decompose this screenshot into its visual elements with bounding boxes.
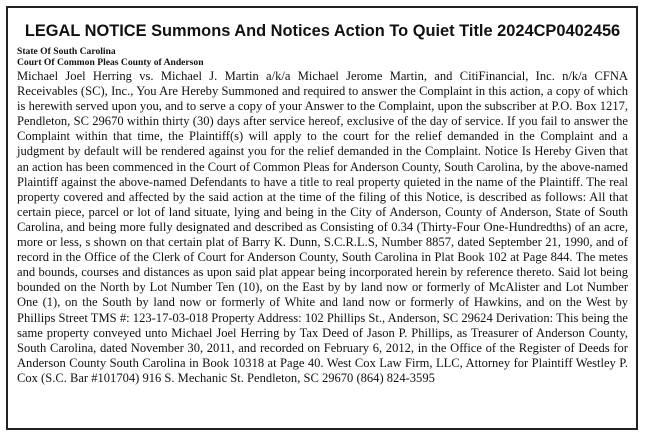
- legal-notice: [6, 6, 638, 430]
- notice-court: Court Of Common Pleas County of Anderson: [17, 57, 204, 68]
- notice-state: State Of South Carolina: [17, 46, 116, 57]
- notice-body: Michael Joel Herring vs. Michael J. Martin a/k/a Michael Jerome Martin, and CitiFinancial, Inc. n/k/a CFNA Receivables (SC), Inc., You Are Hereby Summoned and required to answer the Complaint in this action, a copy of which is herewith served upon you, and to serve a copy of your Answer to the Complaint, upon the subscriber at P.O. Box 1217, Pendleton, SC 29670 within thirty (30) days after service hereof, exclusive of the day of service. If you fail to answer the Complaint within that time, the Plaintiff(s) will apply to the court for the relief demanded in the Complaint and a judgment by default will be rendered against you for the relief demanded in the Complaint. Notice Is Hereby Given that an action has been commenced in the Court of Common Pleas for Anderson County, South Carolina, by the above-named Plaintiff against the above-named Defendants to have a title to real property quieted in the name of the Plaintiff. The real property covered and affected by the said action at the time of the filing of this Notice, is described as follows: All that certain piece, parcel or lot of land situate, lying and being in the City of Anderson, County of Anderson, State of South Carolina, and being more fully designated and described as Consisting of 0.34 (Thirty-Four One-Hundredths) of an acre, more or less, s shown on that certain plat of Barry K. Dunn, S.C.R.L.S, Number 8857, dated September 21, 1990, and of record in the Office of the Clerk of Court for Anderson County, South Carolina in Plat Book 102 at Page 844. The metes and bounds, courses and distances as upon said plat appear being incorporated herein by reference thereto. Said lot being bounded on the North by Lot Number Ten (10), on the East by by land now or formerly of McAlister and Lot Number One (1), on the South by land now or formerly of White and land now or formerly of Hawkins, and on the West by Phillips Street TMS #: 123-17-03-018 Property Address: 102 Phillips St., Anderson, SC 29624 Derivation: This being the same property conveyed unto Michael Joel Herring by Tax Deed of Jason P. Phillips, as Treasurer of Anderson County, South Carolina, dated November 30, 2011, and recorded on February 6, 2012, in the Office of the Register of Deeds for Anderson County South Carolina in Book 10318 at Page 40. West Cox Law Firm, LLC, Attorney for Plaintiff Westley P. Cox (S.C. Bar #101704) 916 S. Mechanic St. Pendleton, SC 29670 (864) 824-3595: [17, 69, 628, 385]
- notice-title: LEGAL NOTICE Summons And Notices Action To Quiet Title 2024CP0402456: [24, 22, 621, 40]
